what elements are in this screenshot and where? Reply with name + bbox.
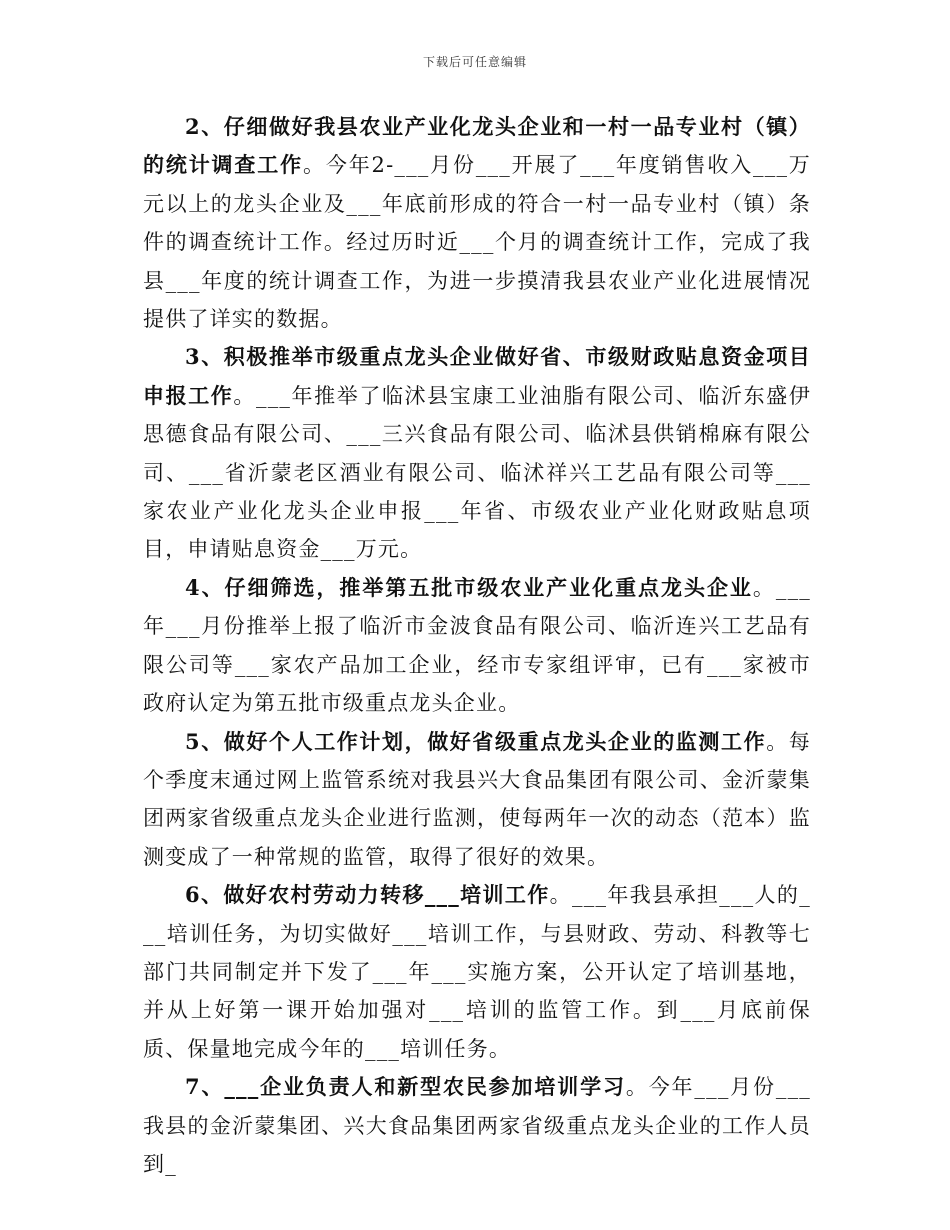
paragraph-text: 。___年___月份推举上报了临沂市金波食品有限公司、临沂连兴工艺品有限公司等___家农产品加工企业，经市专家组评审，已有___家被市政府认定为第五批市级重点龙头企业。 — [143, 575, 811, 716]
paragraph-heading: 3、积极推举市级重点龙头企业做好省、市级财政贴息资金项目申报工作 — [143, 344, 811, 408]
paragraph-heading: 4、仔细筛选，推举第五批市级农业产业化重点龙头企业 — [185, 574, 753, 600]
paragraph-3 — [143, 338, 811, 568]
page-header: 下载后可任意编辑 — [422, 55, 527, 69]
paragraph-5 — [143, 723, 811, 877]
paragraph-text: 。每个季度末通过网上监管系统对我县兴大食品集团有限公司、金沂蒙集团两家省级重点龙头企业进行监测，使每两年一次的动态（范本）监测变成了一种常规的监管，取得了很好的效果。 — [143, 729, 812, 869]
paragraph-text: 。___年推举了临沭县宝康工业油脂有限公司、临沂东盛伊思德食品有限公司、___三兴食品有限公司、临沭县供销棉麻有限公司、___省沂蒙老区酒业有限公司、临沭祥兴工艺品有限公司等___家农业产业化龙头企业申报___年省、市级农业产业化财政贴息项目，申请贴息资金___万元。 — [143, 383, 811, 562]
document-body — [143, 108, 811, 1183]
paragraph-heading: 6、做好农村劳动力转移___培训工作 — [185, 882, 550, 908]
paragraph-text: 。今年___月份___我县的金沂蒙集团、兴大食品集团两家省级重点龙头企业的工作人员到_ — [143, 1075, 811, 1176]
paragraph-heading: 5、做好个人工作计划，做好省级重点龙头企业的监测工作 — [185, 728, 767, 754]
paragraph-heading: 7、___企业负责人和新型农民参加培训学习 — [185, 1074, 626, 1100]
paragraph-heading: 2、仔细做好我县农业产业化龙头企业和一村一品专业村（镇）的统计调查工作 — [143, 114, 811, 178]
paragraph-text: 。___年我县承担___人的___培训任务，为切实做好___培训工作，与县财政、劳动、科教等七部门共同制定并下发了___年___实施方案，公开认定了培训基地，并从上好第一课开始加强对___培训的监管工作。到___月底前保质、保量地完成今年的___培训任务。 — [143, 883, 811, 1061]
paragraph-text: 。今年2-___月份___开展了___年度销售收入___万元以上的龙头企业及___年底前形成的符合一村一品专业村（镇）条件的调查统计工作。经过历时近___个月的调查统计工作，完成了我县___年度的统计调查工作，为进一步摸清我县农业产业化进展情况提供了详实的数据。 — [143, 153, 811, 332]
paragraph-2 — [143, 108, 811, 338]
paragraph-6 — [143, 876, 811, 1068]
paragraph-4 — [143, 569, 811, 723]
paragraph-7 — [143, 1068, 811, 1183]
